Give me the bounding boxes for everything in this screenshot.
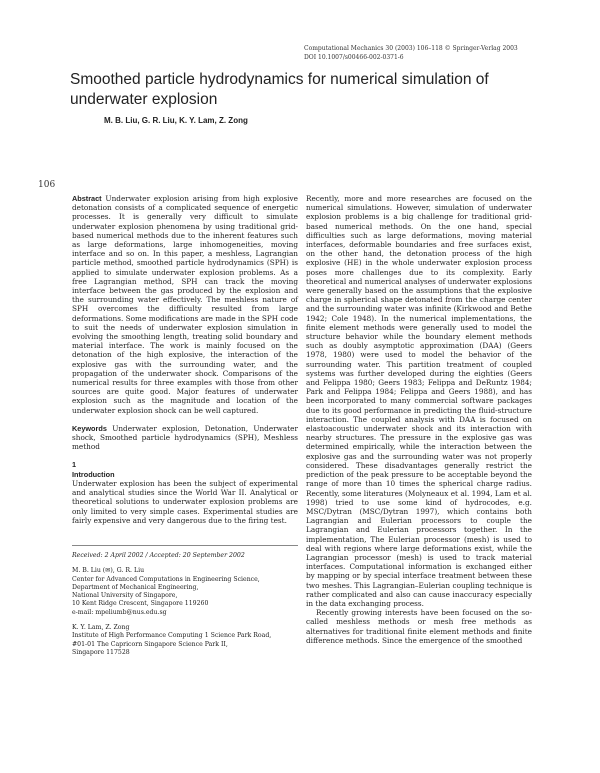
- received-accepted-dates: Received: 2 April 2002 / Accepted: 20 September 2002: [72, 552, 245, 559]
- affiliation-line: M. B. Liu (✉), G. R. Liu: [72, 567, 145, 575]
- affiliation-line: #01-01 The Capricorn Singapore Science Park II,: [72, 640, 228, 648]
- email-address[interactable]: e-mail: mpeliumb@nus.edu.sg: [72, 608, 167, 616]
- section-title: Introduction: [72, 469, 115, 479]
- left-column: [72, 194, 298, 525]
- affiliation-line: Institute of High Performance Computing 1 Science Park Road,: [72, 632, 272, 640]
- paper-title: Smoothed particle hydrodynamics for numerical simulation of underwater explosion: [70, 71, 489, 108]
- abstract-text: Underwater explosion arising from high explosive detonation consists of a complicated sequence of energetic processes. It is generally very difficult to simulate underwater explosion phenomena by using traditional grid-based numerical methods due to the inherent features such as large deformations, large inhomogeneities, moving interface and so on. In this paper, a meshless, Lagrangian particle method, smoothed particle hydrodynamics (SPH) is applied to simulate underwater explosion problems. As a free Lagrangian method, SPH can track the moving interface between the gas produced by the explosion and the surrounding water effectively. The meshless nature of SPH overcomes the difficulty resulted from large deformations. Some modifications are made in the SPH code to suit the needs of underwater explosion simulation in evolving the smoothing length, treating solid boundary and material interface. The work is mainly focused on the detonation of the high explosive, the interaction of the explosive gas with the surrounding water, and the propagation of the underwater shock. Comparisons of the numerical results for three examples with those from other sources are quite good. Major features of underwater explosion such as the magnitude and location of the underwater explosion shock can be well captured.: [72, 194, 298, 415]
- keywords: [72, 424, 298, 452]
- page-number: 106: [38, 180, 56, 190]
- keywords-label: Keywords: [72, 423, 107, 433]
- abstract: [72, 194, 298, 415]
- keywords-text: Underwater explosion, Detonation, Underwater shock, Smoothed particle hydrodynamics (SPH), Meshless method: [72, 423, 298, 452]
- affiliation-2: [72, 624, 298, 657]
- affiliation-1: [72, 567, 298, 617]
- abstract-label: Abstract: [72, 194, 102, 203]
- intro-paragraph-right-1: Recently, more and more researches are focused on the numerical simulations. However, simulation of underwater explosion problems is a big challenge for traditional grid-based numerical methods. On the one hand, special difficulties such as large deformations, moving material interfaces, deformable boundaries and free surfaces exist, on the other hand, the detonation process of the high explosive (HE) in the whole underwater explosion process poses more challenges due to its complexity. Early theoretical and numerical analyses of underwater explosions were generally based on the assumptions that the explosive charge in spherical shape detonated from the charge center and the surrounding water was infinite (Kirkwood and Bethe 1942; Cole 1948). In the numerical implementations, the finite element methods were generally used to model the structure behavior while the boundary element methods such as doubly asymptotic approximation (DAA) (Geers 1978, 1980) were used to model the behavior of the surrounding water. This partition treatment of coupled systems was further developed during the eighties (Geers and Felippa 1980; Geers 1983; Felippa and DeRuntz 1984; Park and Felippa 1984; Felippa and Geers 1988), and has been incorporated to many commercial software packages due to its good performance in predicting the fluid-structure interaction. The coupled analysis with DAA is focused on elastoacoustic underwater shock and its interaction with nearby structures. The pressure in the explosive gas was determined empirically, while the interaction between the explosive gas and the surrounding water was not properly considered. These disadvantages generally restrict the prediction of the peak pressure to be acceptable beyond the range of more than 10 times the spherical charge radius. Recently, some literatures (Molyneaux et al. 1994, Lam et al. 1998) tried to use some kind of hydrocodes, e.g. MSC/Dytran (MSC/Dytran 1997), which contains both Lagrangian and Eulerian processors to couple the Lagrangian and Eulerian processors together. In the implementation, The Eulerian processor (mesh) is used to deal with regions where large deformations exist, while the Lagrangian processor (mesh) is used to track material interfaces. Computational information is exchanged either by mapping or by special interface treatment between these two meshes. This Lagrangian–Eulerian coupling technique is rather complicated and also can cause inaccuracy especially in the data exchanging process.: [306, 194, 532, 608]
- section-number: 1: [72, 460, 77, 470]
- affiliation-line: Singapore 117528: [72, 648, 130, 656]
- footnote-block: [72, 545, 298, 657]
- journal-citation: Computational Mechanics 30 (2003) 106–118 © Springer-Verlag 2003: [304, 45, 518, 52]
- right-column: [306, 194, 532, 645]
- intro-paragraph-right-2: Recently growing interests have been focused on the so-called meshless methods or mesh free methods as alternatives for traditional finite element methods and finite difference methods. Since the emergence of the smoothed: [306, 608, 532, 645]
- journal-header: [304, 44, 584, 62]
- affiliation-line: Center for Advanced Computations in Engineering Science,: [72, 575, 260, 583]
- intro-paragraph-left: Underwater explosion has been the subject of experimental and analytical studies since the World War II. Analytical or theoretical solutions to underwater explosion problems are only limited to very simple cases. Experimental studies are fairly expensive and very dangerous due to the firing test.: [72, 478, 298, 525]
- affiliation-line: 10 Kent Ridge Crescent, Singapore 119260: [72, 600, 209, 608]
- author-list: M. B. Liu, G. R. Liu, K. Y. Lam, Z. Zong: [104, 116, 248, 125]
- affiliation-line: National University of Singapore,: [72, 592, 178, 600]
- affiliation-line: Department of Mechanical Engineering,: [72, 583, 199, 591]
- affiliation-line: K. Y. Lam, Z. Zong: [72, 624, 130, 632]
- journal-doi: DOI 10.1007/s00466-002-0371-6: [304, 54, 404, 61]
